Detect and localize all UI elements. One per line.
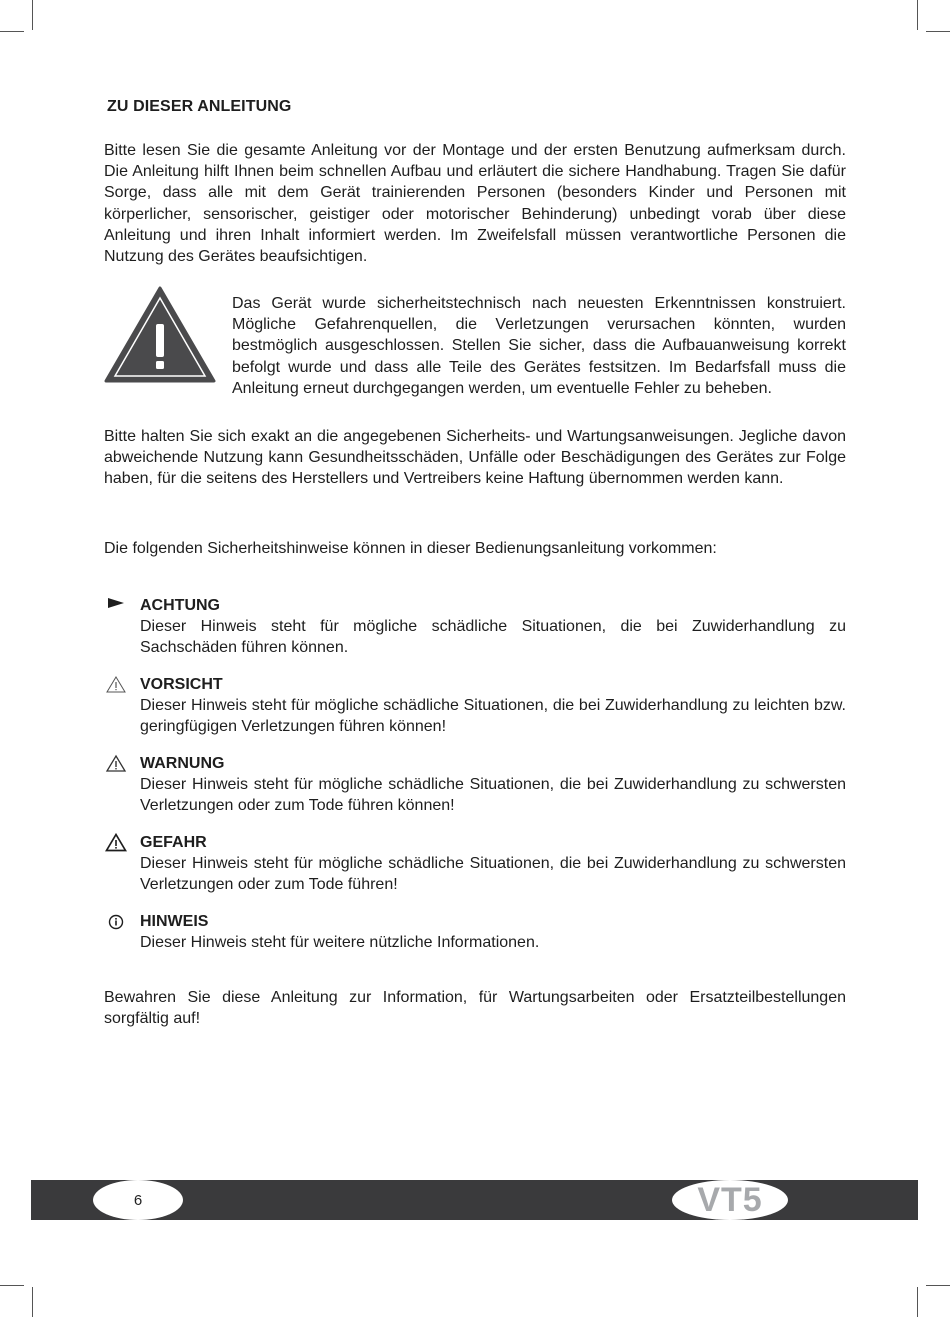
warning-text: Das Gerät wurde sicherheitstechnisch nach neuesten Erkenntnissen konstruiert. Mögliche Gefahrenquellen, die Verletzungen verursachen könnten, wurden bestmöglich ausgeschlossen. Stellen Sie sicher, dass die Aufbauanweisung korrekt befolgt wurde und dass alle Teile des Gerätes festsitzen. Im Bedarfsfall muss die Anleitung erneut durchgegangen werden, um eventuelle Fehler zu beheben. [232, 295, 846, 397]
crop-mark [32, 1287, 33, 1317]
section-title: ZU DIESER ANLEITUNG [107, 98, 292, 115]
danger-triangle-icon [104, 832, 128, 852]
intro-paragraph: Bitte lesen Sie die gesamte Anleitung vor der Montage und der ersten Benutzung aufmerksam durch. Die Anleitung hilft Ihnen beim schnellen Aufbau und erläutert die sichere Handhabung. Tragen Sie dafür Sorge, dass alle mit dem Gerät trainierenden Personen (besonders Kinder und Personen mit körperlicher, sensorischer, geistiger oder motorischer Behinderung) unbedingt vorab über diese Anleitung und ihren Inhalt informiert werden. Im Zweifelsfall müssen verantwortliche Personen die Nutzung des Gerätes beaufsichtigen. [104, 142, 846, 266]
page-number: 6 [93, 1180, 183, 1220]
crop-mark [917, 0, 918, 30]
warning-triangle-icon [104, 286, 216, 384]
crop-mark [917, 1287, 918, 1317]
crop-mark [32, 0, 33, 30]
hint-title: HINWEIS [140, 913, 209, 930]
caution-triangle-icon [104, 674, 128, 694]
warning-small-triangle-icon [104, 753, 128, 773]
hint-title: WARNUNG [140, 755, 225, 772]
model-logo: VT5 [672, 1180, 788, 1220]
crop-mark [926, 31, 950, 32]
hint-title: VORSICHT [140, 676, 223, 693]
hint-body: Dieser Hinweis steht für mögliche schädliche Situationen, die bei Zuwiderhandlung zu Sachschäden führen können. [140, 618, 846, 657]
crop-mark [0, 1285, 24, 1286]
closing-paragraph: Bewahren Sie diese Anleitung zur Information, für Wartungsarbeiten oder Ersatzteilbestellungen sorgfältig auf! [104, 989, 846, 1028]
hint-title: ACHTUNG [140, 597, 220, 614]
crop-mark [0, 31, 24, 32]
crop-mark [926, 1285, 950, 1286]
info-circle-icon [104, 911, 128, 931]
hint-body: Dieser Hinweis steht für mögliche schädliche Situationen, die bei Zuwiderhandlung zu schwersten Verletzungen oder zum Tode führen! [140, 855, 846, 894]
hint-body: Dieser Hinweis steht für mögliche schädliche Situationen, die bei Zuwiderhandlung zu schwersten Verletzungen oder zum Tode führen können! [140, 776, 846, 815]
compliance-paragraph: Bitte halten Sie sich exakt an die angegebenen Sicherheits- und Wartungsanweisungen. Jegliche davon abweichende Nutzung kann Gesundheitsschäden, Unfälle oder Beschädigungen des Gerätes zur Folge haben, für die seitens des Herstellers und Vertreibers keine Haftung übernommen werden kann. [104, 428, 846, 488]
hint-title: GEFAHR [140, 834, 207, 851]
hint-body: Dieser Hinweis steht für weitere nützliche Informationen. [140, 934, 540, 951]
hints-intro: Die folgenden Sicherheitshinweise können in dieser Bedienungsanleitung vorkommen: [104, 540, 717, 557]
hint-body: Dieser Hinweis steht für mögliche schädliche Situationen, die bei Zuwiderhandlung zu leichten bzw. geringfügigen Verletzungen führen können! [140, 697, 846, 736]
arrow-pointer-icon [104, 595, 128, 615]
